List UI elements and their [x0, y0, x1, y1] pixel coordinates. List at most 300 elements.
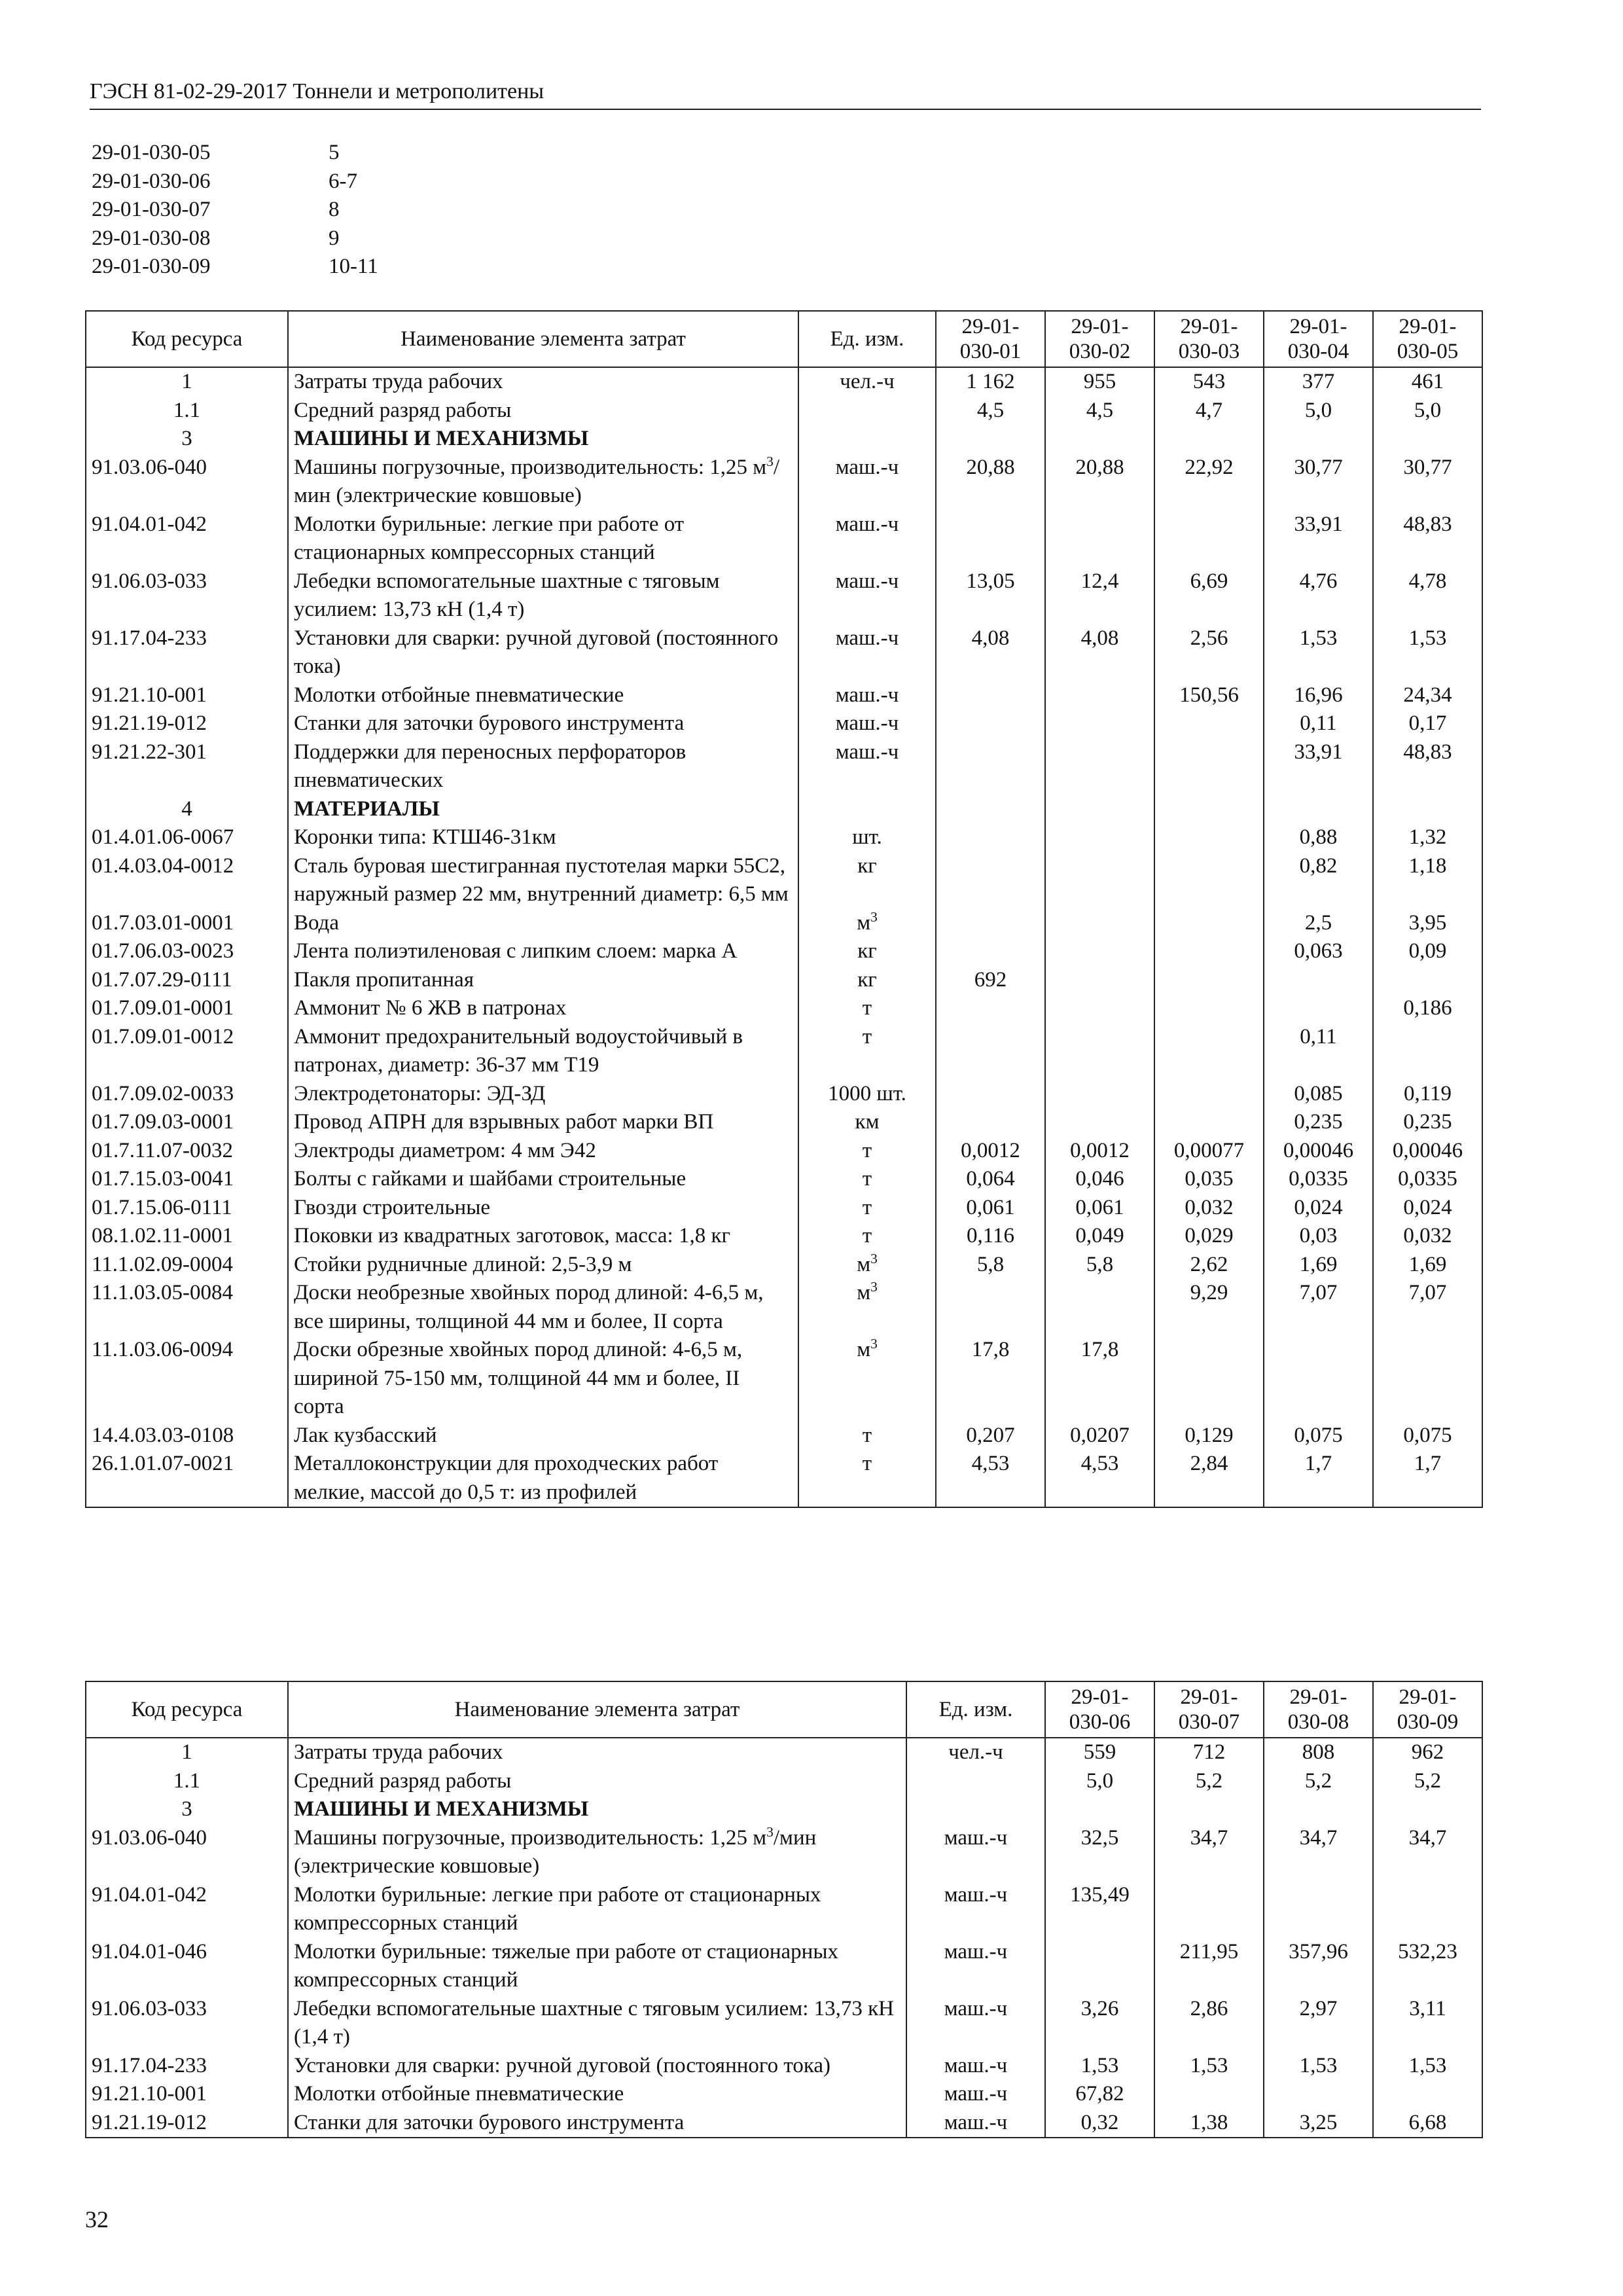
resource-code: 91.17.04-233 [86, 624, 288, 681]
resource-value: 4,53 [1045, 1450, 1154, 1507]
resource-value [1264, 2080, 1373, 2109]
resource-name: Молотки бурильные: легкие при работе от стационарных компрессорных станций [288, 511, 798, 567]
resource-value [1154, 966, 1264, 995]
resource-value [936, 823, 1045, 852]
resource-value [1045, 966, 1154, 995]
resource-name: МАТЕРИАЛЫ [288, 795, 798, 824]
resource-code: 01.7.03.01-0001 [86, 909, 288, 938]
resource-code: 01.7.07.29-0111 [86, 966, 288, 995]
resource-value: 13,05 [936, 567, 1045, 624]
resource-name: Вода [288, 909, 798, 938]
resource-value [1154, 2080, 1264, 2109]
resource-value: 0,88 [1264, 823, 1373, 852]
resource-value: 1,69 [1373, 1251, 1482, 1280]
resource-name: Поковки из квадратных заготовок, масса: 1,8 кг [288, 1222, 798, 1251]
resource-unit: маш.-ч [798, 681, 936, 710]
resource-unit: кг [798, 937, 936, 966]
resource-name: Средний разряд работы [288, 1767, 906, 1796]
resource-value: 962 [1373, 1738, 1482, 1767]
column-header: Код ресурса [86, 311, 288, 367]
resource-code: 01.7.09.01-0001 [86, 994, 288, 1023]
table-row [86, 1450, 1482, 1507]
resource-value: 5,8 [1045, 1251, 1154, 1280]
resource-name: Электроды диаметром: 4 мм Э42 [288, 1137, 798, 1166]
resource-value [1373, 1795, 1482, 1824]
table-row [86, 1738, 1482, 1767]
resource-name: Лак кузбасский [288, 1422, 798, 1450]
column-header-code: 29-01- 030-04 [1264, 311, 1373, 367]
resource-unit: $м^3$ [798, 1251, 936, 1280]
resource-value: 4,53 [936, 1450, 1045, 1507]
resource-value: 4,5 [1045, 397, 1154, 425]
resource-value: 24,34 [1373, 681, 1482, 710]
resource-value: 357,96 [1264, 1938, 1373, 1995]
resource-name: Доски обрезные хвойных пород длиной: 4-6,5 м, шириной 75-150 мм, толщиной 44 мм и более, II сорта [288, 1336, 798, 1422]
code-map-row [92, 139, 378, 168]
resource-unit: т [798, 1137, 936, 1166]
table-row [86, 1194, 1482, 1223]
resource-value: 3,26 [1045, 1995, 1154, 2052]
resource-code: 1.1 [86, 397, 288, 425]
resource-unit: 1000 шт. [798, 1080, 936, 1109]
column-header-code: 29-01- 030-03 [1154, 311, 1264, 367]
resource-unit: маш.-ч [906, 2109, 1045, 2138]
resource-value: 0,82 [1264, 852, 1373, 909]
code-map-value: 8 [329, 198, 340, 221]
table-row [86, 367, 1482, 397]
resource-value [1154, 1336, 1264, 1422]
resource-value [936, 1108, 1045, 1137]
resource-value [1264, 1881, 1373, 1938]
resource-name: Установки для сварки: ручной дуговой (постоянного тока) [288, 624, 798, 681]
column-header: Наименование элемента затрат [288, 1681, 906, 1738]
resource-value: 0,035 [1154, 1165, 1264, 1194]
resource-value: 30,77 [1373, 454, 1482, 511]
table-row [86, 511, 1482, 567]
resource-value: 0,032 [1373, 1222, 1482, 1251]
column-header: Ед. изм. [906, 1681, 1045, 1738]
resource-name: Сталь буровая шестигранная пустотелая марки 55С2, наружный размер 22 мм, внутренний диаметр: 6,5 мм [288, 852, 798, 909]
resource-value [936, 994, 1045, 1023]
resource-value: 1,53 [1154, 2052, 1264, 2081]
resource-unit: кг [798, 852, 936, 909]
resource-value: 5,2 [1264, 1767, 1373, 1796]
resource-value: 1,53 [1264, 2052, 1373, 2081]
resource-unit: маш.-ч [906, 2080, 1045, 2109]
resource-value: 955 [1045, 367, 1154, 397]
table-row [86, 2080, 1482, 2109]
column-header: Код ресурса [86, 1681, 288, 1738]
resource-value [1045, 852, 1154, 909]
resource-value: 532,23 [1373, 1938, 1482, 1995]
table-row [86, 909, 1482, 938]
resource-value [1264, 425, 1373, 454]
resource-name: Лента полиэтиленовая с липким слоем: марка А [288, 937, 798, 966]
resource-value [936, 709, 1045, 738]
resource-code: 91.21.19-012 [86, 2109, 288, 2138]
resource-value: 0,00077 [1154, 1137, 1264, 1166]
table-row [86, 709, 1482, 738]
resource-unit: маш.-ч [798, 567, 936, 624]
table-row [86, 397, 1482, 425]
resource-name: Молотки бурильные: легкие при работе от стационарных компрессорных станций [288, 1881, 906, 1938]
resource-value [1264, 1795, 1373, 1824]
code-map-code: 29-01-030-05 [92, 141, 211, 164]
resource-value: 377 [1264, 367, 1373, 397]
resource-value [936, 795, 1045, 824]
resource-value [1154, 823, 1264, 852]
resource-value: 0,064 [936, 1165, 1045, 1194]
resource-value: 22,92 [1154, 454, 1264, 511]
column-header-code: 29-01- 030-08 [1264, 1681, 1373, 1738]
resource-value [1154, 1108, 1264, 1137]
resource-value [936, 738, 1045, 795]
resource-value: 32,5 [1045, 1824, 1154, 1881]
resource-value [1045, 425, 1154, 454]
resource-name: Поддержки для переносных перфораторов пневматических [288, 738, 798, 795]
resource-value [1045, 937, 1154, 966]
table-row [86, 937, 1482, 966]
resource-name: Аммонит № 6 ЖВ в патронах [288, 994, 798, 1023]
resource-value: 48,83 [1373, 738, 1482, 795]
resource-value: 6,69 [1154, 567, 1264, 624]
resource-value [1264, 994, 1373, 1023]
resource-value: 7,07 [1373, 1279, 1482, 1336]
resource-unit: т [798, 994, 936, 1023]
resource-value [936, 852, 1045, 909]
resource-code: 1 [86, 1738, 288, 1767]
page-number: 32 [85, 2206, 109, 2233]
resource-value: 4,08 [1045, 624, 1154, 681]
resource-table-2 [85, 1681, 1483, 2138]
table-row [86, 994, 1482, 1023]
resource-value: 0,061 [936, 1194, 1045, 1223]
resource-unit [798, 397, 936, 425]
resource-name: Затраты труда рабочих [288, 367, 798, 397]
resource-name: Установки для сварки: ручной дуговой (постоянного тока) [288, 2052, 906, 2081]
resource-name: Затраты труда рабочих [288, 1738, 906, 1767]
resource-value [1154, 738, 1264, 795]
resource-value: 0,00046 [1264, 1137, 1373, 1166]
resource-value: 0,0335 [1264, 1165, 1373, 1194]
resource-value: 1,7 [1264, 1450, 1373, 1507]
resource-value [1045, 738, 1154, 795]
resource-value [1264, 795, 1373, 824]
resource-value [1154, 1080, 1264, 1109]
resource-value [936, 511, 1045, 567]
resource-code: 91.04.01-046 [86, 1938, 288, 1995]
code-map-row [92, 168, 378, 196]
resource-value: 7,07 [1264, 1279, 1373, 1336]
resource-value: 0,116 [936, 1222, 1045, 1251]
resource-value: 0,032 [1154, 1194, 1264, 1223]
code-map-value: 10-11 [329, 255, 378, 278]
table-row [86, 738, 1482, 795]
resource-value: 2,62 [1154, 1251, 1264, 1280]
code-map-value: 9 [329, 226, 340, 250]
resource-value: 0,075 [1264, 1422, 1373, 1450]
code-map-value: 5 [329, 141, 340, 164]
resource-value [1373, 1881, 1482, 1938]
resource-value: 34,7 [1373, 1824, 1482, 1881]
resource-value: 808 [1264, 1738, 1373, 1767]
resource-code: 11.1.02.09-0004 [86, 1251, 288, 1280]
column-header-code: 29-01- 030-09 [1373, 1681, 1482, 1738]
resource-unit [906, 1767, 1045, 1796]
resource-unit: т [798, 1165, 936, 1194]
resource-name: Молотки отбойные пневматические [288, 2080, 906, 2109]
resource-value [1154, 994, 1264, 1023]
table-row [86, 1279, 1482, 1336]
resource-name: Машины погрузочные, производительность: 1,25 $м^3$/мин (электрические ковшовые) [288, 454, 798, 511]
resource-value: 0,063 [1264, 937, 1373, 966]
resource-unit: чел.-ч [798, 367, 936, 397]
resource-value: 1 162 [936, 367, 1045, 397]
resource-unit: маш.-ч [906, 1824, 1045, 1881]
resource-name: Молотки бурильные: тяжелые при работе от стационарных компрессорных станций [288, 1938, 906, 1995]
table-row [86, 1824, 1482, 1881]
resource-value [1373, 1336, 1482, 1422]
column-header-code: 29-01- 030-06 [1045, 1681, 1154, 1738]
resource-value: 2,84 [1154, 1450, 1264, 1507]
resource-value [936, 425, 1045, 454]
table-row [86, 1080, 1482, 1109]
resource-value: 0,0012 [936, 1137, 1045, 1166]
resource-value: 33,91 [1264, 738, 1373, 795]
resource-value: 12,4 [1045, 567, 1154, 624]
resource-unit: кг [798, 966, 936, 995]
resource-value: 5,8 [936, 1251, 1045, 1280]
code-map-row [92, 253, 378, 281]
resource-unit: чел.-ч [906, 1738, 1045, 1767]
resource-value [1264, 966, 1373, 995]
resource-value: 17,8 [1045, 1336, 1154, 1422]
resource-name: Лебедки вспомогательные шахтные с тяговым усилием: 13,73 кН (1,4 т) [288, 567, 798, 624]
resource-name: Провод АПРН для взрывных работ марки ВП [288, 1108, 798, 1137]
resource-value: 5,2 [1154, 1767, 1264, 1796]
resource-value: 5,2 [1373, 1767, 1482, 1796]
resource-value [1373, 1023, 1482, 1080]
table-row [86, 795, 1482, 824]
resource-unit: маш.-ч [906, 2052, 1045, 2081]
resource-value [1045, 1279, 1154, 1336]
resource-value [1373, 425, 1482, 454]
resource-value: 6,68 [1373, 2109, 1482, 2138]
resource-value [1045, 823, 1154, 852]
resource-unit: маш.-ч [798, 624, 936, 681]
resource-value: 0,11 [1264, 709, 1373, 738]
resource-name: Станки для заточки бурового инструмента [288, 2109, 906, 2138]
column-header: Наименование элемента затрат [288, 311, 798, 367]
resource-unit [798, 795, 936, 824]
resource-code: 01.7.09.03-0001 [86, 1108, 288, 1137]
resource-value [1045, 909, 1154, 938]
table-row [86, 823, 1482, 852]
resource-code: 3 [86, 425, 288, 454]
resource-name: Доски необрезные хвойных пород длиной: 4-6,5 м, все ширины, толщиной 44 мм и более, II сорта [288, 1279, 798, 1336]
resource-code: 91.21.10-001 [86, 2080, 288, 2109]
resource-unit: маш.-ч [906, 1938, 1045, 1995]
resource-value: 559 [1045, 1738, 1154, 1767]
resource-code: 4 [86, 795, 288, 824]
resource-value: 0,119 [1373, 1080, 1482, 1109]
resource-code: 01.7.09.02-0033 [86, 1080, 288, 1109]
resource-unit: т [798, 1023, 936, 1080]
resource-unit: т [798, 1222, 936, 1251]
table-row [86, 567, 1482, 624]
resource-value: 1,53 [1373, 624, 1482, 681]
resource-code: 91.06.03-033 [86, 1995, 288, 2052]
resource-code: 01.4.01.06-0067 [86, 823, 288, 852]
resource-value: 48,83 [1373, 511, 1482, 567]
resource-value [1154, 1023, 1264, 1080]
resource-value: 67,82 [1045, 2080, 1154, 2109]
resource-value: 1,18 [1373, 852, 1482, 909]
table-row [86, 425, 1482, 454]
code-map-code: 29-01-030-08 [92, 226, 211, 250]
resource-name: Средний разряд работы [288, 397, 798, 425]
resource-value [936, 1080, 1045, 1109]
column-header-code: 29-01- 030-01 [936, 311, 1045, 367]
resource-value: 150,56 [1154, 681, 1264, 710]
resource-value: 0,0012 [1045, 1137, 1154, 1166]
resource-value [936, 1279, 1045, 1336]
resource-unit: маш.-ч [906, 1881, 1045, 1938]
table-row [86, 1165, 1482, 1194]
resource-code: 91.21.19-012 [86, 709, 288, 738]
resource-value [1154, 511, 1264, 567]
resource-value: 4,08 [936, 624, 1045, 681]
table-row [86, 1222, 1482, 1251]
table-row [86, 1938, 1482, 1995]
resource-value: 712 [1154, 1738, 1264, 1767]
resource-value [1045, 1023, 1154, 1080]
resource-unit: $м^3$ [798, 909, 936, 938]
table-row [86, 1023, 1482, 1080]
resource-value: 33,91 [1264, 511, 1373, 567]
resource-value: 2,56 [1154, 624, 1264, 681]
code-map-row [92, 196, 378, 224]
resource-code: 91.21.10-001 [86, 681, 288, 710]
resource-code: 11.1.03.06-0094 [86, 1336, 288, 1422]
resource-value: 20,88 [936, 454, 1045, 511]
resource-value: 5,0 [1045, 1767, 1154, 1796]
resource-value: 0,00046 [1373, 1137, 1482, 1166]
resource-value: 461 [1373, 367, 1482, 397]
resource-value: 9,29 [1154, 1279, 1264, 1336]
resource-name: Станки для заточки бурового инструмента [288, 709, 798, 738]
resource-code: 91.03.06-040 [86, 454, 288, 511]
table-row [86, 1881, 1482, 1938]
resource-value: 4,76 [1264, 567, 1373, 624]
resource-unit: маш.-ч [798, 511, 936, 567]
resource-value: 34,7 [1154, 1824, 1264, 1881]
table-row [86, 1336, 1482, 1422]
resource-value: 4,7 [1154, 397, 1264, 425]
resource-value: 3,25 [1264, 2109, 1373, 2138]
resource-value [1154, 909, 1264, 938]
resource-value: 0,029 [1154, 1222, 1264, 1251]
column-header-code: 29-01- 030-02 [1045, 311, 1154, 367]
resource-value: 0,061 [1045, 1194, 1154, 1223]
resource-value: 0,049 [1045, 1222, 1154, 1251]
resource-name: Электродетонаторы: ЭД-ЗД [288, 1080, 798, 1109]
resource-code: 91.17.04-233 [86, 2052, 288, 2081]
resource-value [1045, 1080, 1154, 1109]
resource-value: 543 [1154, 367, 1264, 397]
resource-value: 692 [936, 966, 1045, 995]
resource-value: 1,53 [1264, 624, 1373, 681]
resource-code: 91.21.22-301 [86, 738, 288, 795]
resource-value [1154, 852, 1264, 909]
code-map-code: 29-01-030-06 [92, 169, 211, 193]
resource-value [1373, 966, 1482, 995]
resource-unit: маш.-ч [798, 709, 936, 738]
resource-unit: маш.-ч [798, 454, 936, 511]
resource-value: 0,0207 [1045, 1422, 1154, 1450]
resource-unit: маш.-ч [906, 1995, 1045, 2052]
resource-code: 01.7.11.07-0032 [86, 1137, 288, 1166]
table-row [86, 852, 1482, 909]
resource-value: 0,024 [1264, 1194, 1373, 1223]
column-header-code: 29-01- 030-07 [1154, 1681, 1264, 1738]
resource-value [1154, 1881, 1264, 1938]
resource-value [936, 1023, 1045, 1080]
resource-code: 91.04.01-042 [86, 511, 288, 567]
column-header-code: 29-01- 030-05 [1373, 311, 1482, 367]
resource-value: 211,95 [1154, 1938, 1264, 1995]
resource-value: 1,53 [1045, 2052, 1154, 2081]
resource-value: 1,69 [1264, 1251, 1373, 1280]
resource-value: 0,03 [1264, 1222, 1373, 1251]
resource-value [1154, 425, 1264, 454]
resource-value: 4,78 [1373, 567, 1482, 624]
resource-code: 91.03.06-040 [86, 1824, 288, 1881]
page-header: ГЭСН 81-02-29-2017 Тоннели и метрополитены [90, 77, 1481, 110]
resource-name: Стойки рудничные длиной: 2,5-3,9 м [288, 1251, 798, 1280]
resource-value: 16,96 [1264, 681, 1373, 710]
resource-name: МАШИНЫ И МЕХАНИЗМЫ [288, 1795, 906, 1824]
resource-unit: т [798, 1422, 936, 1450]
resource-value: 2,5 [1264, 909, 1373, 938]
resource-unit: маш.-ч [798, 738, 936, 795]
resource-value [1264, 1336, 1373, 1422]
code-map-code: 29-01-030-09 [92, 255, 211, 278]
resource-value: 0,235 [1264, 1108, 1373, 1137]
resource-value: 0,11 [1264, 1023, 1373, 1080]
resource-value: 0,207 [936, 1422, 1045, 1450]
resource-value: 0,024 [1373, 1194, 1482, 1223]
resource-unit: $м^3$ [798, 1336, 936, 1422]
resource-value: 20,88 [1045, 454, 1154, 511]
table-row [86, 1795, 1482, 1824]
resource-name: Лебедки вспомогательные шахтные с тяговым усилием: 13,73 кН (1,4 т) [288, 1995, 906, 2052]
resource-value: 0,0335 [1373, 1165, 1482, 1194]
resource-value: 5,0 [1264, 397, 1373, 425]
code-map-code: 29-01-030-07 [92, 198, 211, 221]
resource-name: Аммонит предохранительный водоустойчивый в патронах, диаметр: 36-37 мм Т19 [288, 1023, 798, 1080]
resource-code: 01.4.03.04-0012 [86, 852, 288, 909]
code-map [92, 139, 378, 281]
resource-code: 14.4.03.03-0108 [86, 1422, 288, 1450]
resource-value [1045, 709, 1154, 738]
resource-value [1045, 511, 1154, 567]
resource-unit: т [798, 1450, 936, 1507]
resource-value: 135,49 [1045, 1881, 1154, 1938]
resource-value: 0,186 [1373, 994, 1482, 1023]
resource-value [1154, 1795, 1264, 1824]
resource-value [1045, 994, 1154, 1023]
